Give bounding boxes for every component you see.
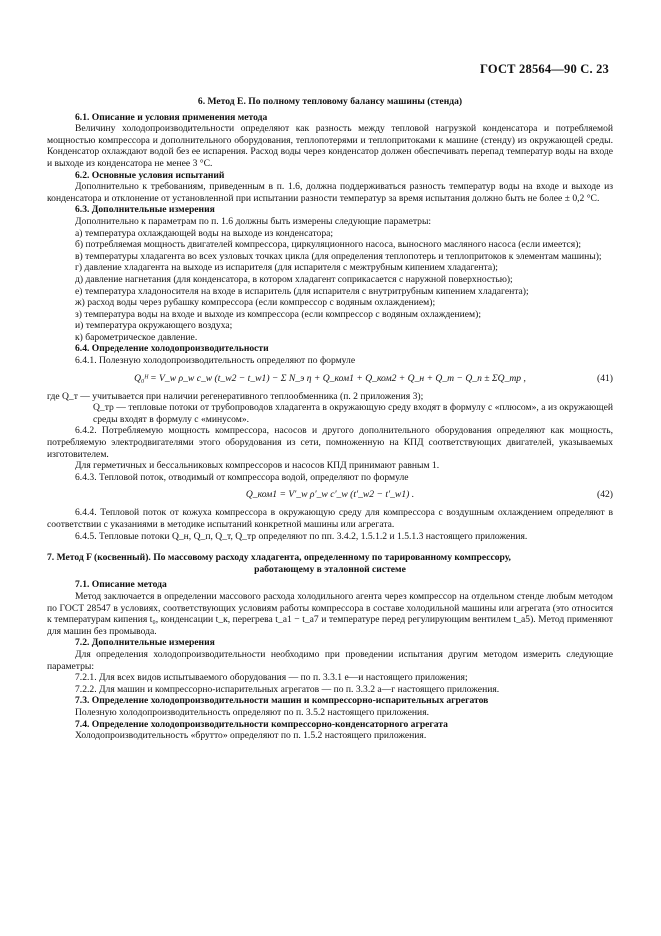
formula-42-number: (42) — [597, 489, 613, 501]
where-qt: где Q_т — учитывается при наличии регенеративного теплообменника (п. 2 приложения 3); — [47, 390, 424, 402]
list-item-e: е) температура хладоносителя на входе в испаритель (для испарителя с внутритрубным кипением хладагента); — [75, 285, 529, 297]
paragraph-6-1: Величину холодопроизводительности определяют как разность между тепловой нагрузкой конденсатора и потребляемой мощностью компрессора и дополнительного оборудования, теплопотерями и теплопритоками к машине (стенду) из окружающей среды. Конденсатор охлаждают водой без ее испарения. Расход воды через конденсатор должен обеспечивать перепад температур воды на входе и выходе из конденсатора не менее 3 °С. — [47, 123, 613, 169]
paragraph-6-3-intro: Дополнительно к параметрам по п. 1.6 должны быть измерены следующие параметры: — [75, 215, 432, 227]
subsection-7-1-title: 7.1. Описание метода — [75, 579, 167, 591]
paragraph-6-4-2b: Для герметичных и бессальниковых компрессоров и насосов КПД принимают равным 1. — [75, 460, 440, 472]
subsection-7-3-title: 7.3. Определение холодопроизводительности машин и компрессорно-испарительных агрегатов — [75, 695, 489, 707]
where-qtr: Q_тр — тепловые потоки от трубопроводов хладагента в окружающую среду входят в формулу с «плюсом», а из окружающей среды входят в формулу с «минусом». — [93, 402, 613, 425]
page-header: ГОСТ 28564—90 С. 23 — [480, 62, 609, 76]
paragraph-7-2-1: 7.2.1. Для всех видов испытываемого оборудования — по п. 3.3.1 е—и настоящего приложения; — [75, 672, 468, 684]
list-item-d: д) давление нагнетания (для конденсатора, в котором хладагент соприкасается с наружной поверхностью); — [75, 273, 513, 285]
paragraph-6-2: Дополнительно к требованиям, приведенным в п. 1.6, должна поддерживаться разность температур воды на входе и выходе из конденсатора и отклонение от установленной при испытании разности температур за время испытания должно быть не более ± 0,2 °С. — [47, 181, 613, 204]
list-item-zh: ж) расход воды через рубашку компрессора (если компрессор с водяным охлаждением); — [75, 297, 436, 309]
formula-42 — [47, 485, 613, 505]
paragraph-7-2: Для определения холодопроизводительности необходимо при проведении испытания другим методом измерить следующие параметры: — [47, 648, 613, 672]
list-item-k: к) барометрическое давление. — [75, 331, 198, 343]
paragraph-6-4-1: 6.4.1. Полезную холодопроизводительность определяют по формуле — [75, 355, 356, 367]
paragraph-6-4-3: 6.4.3. Тепловой поток, отводимый от компрессора водой, определяют по формуле — [75, 471, 409, 483]
subsection-7-2-title: 7.2. Дополнительные измерения — [75, 637, 215, 649]
section-7-title — [47, 552, 613, 575]
list-item-v: в) температуры хладагента во всех узловых точках цикла (для определения теплопотерь и теплопритоков к элементам машины); — [75, 250, 602, 262]
list-item-b: б) потребляемая мощность двигателей компрессора, циркуляционного насоса, выносного масляного насоса (если имеется); — [75, 239, 582, 251]
list-item-i: и) температура окружающего воздуха; — [75, 320, 233, 332]
list-item-z: з) температура воды на входе и выходе из компрессора (если компрессор с водяным охлаждением); — [75, 308, 481, 320]
paragraph-7-2-2: 7.2.2. Для машин и компрессорно-испарительных агрегатов — по п. 3.3.2 а—г настоящего приложения. — [75, 683, 500, 695]
list-item-a: а) температура охлаждающей воды на выходе из конденсатора; — [75, 227, 334, 239]
subsection-7-4-title: 7.4. Определение холодопроизводительности компрессорно-конденсаторного агрегата — [75, 718, 448, 730]
formula-42-expression: Q_ком1 = V′_w ρ′_w c′_w (t′_w2 − t′_w1) . — [245, 489, 415, 501]
subsection-6-1-title: 6.1. Описание и условия применения метода — [75, 111, 268, 123]
paragraph-6-4-2: 6.4.2. Потребляемую мощность компрессора, насосов и другого дополнительного оборудования определяют как мощность, потребляемую электродвигателями этого оборудования из сети, помноженную на КПД соответствующих двигателей, указываемых изготовителем. — [47, 425, 613, 460]
paragraph-6-4-5: 6.4.5. Тепловые потоки Q_н, Q_п, Q_т, Q_тр определяют по пп. 3.4.2, 1.5.1.2 и 1.5.1.3 настоящего приложения. — [75, 530, 528, 542]
formula-41 — [47, 369, 613, 389]
page-content — [47, 96, 613, 742]
section-6-title: 6. Метод Е. По полному тепловому балансу машины (стенда) — [197, 96, 463, 107]
paragraph-7-1: Метод заключается в определении массового расхода холодильного агента через компрессор на отдельном стенде любым методом по ГОСТ 28547 в условиях, соответствующих условиям работы компрессора в составе холодильной машины или агрегата (это относится к температурам кипения t₀, конденсации t_к, перегрева t_a1 − t_a7 и температуре перед регулирующим вентилем t_a5). Метод применяют для машин без промывода. — [47, 590, 613, 637]
subsection-6-3-title: 6.3. Дополнительные измерения — [75, 204, 215, 216]
paragraph-6-4-4: 6.4.4. Тепловой поток от кожуха компрессора в окружающую среду для компрессора с воздушным охлаждением определяют в соответствии с указаниями в методике испытаний конкретной машины или агрегата. — [47, 507, 613, 530]
subsection-6-2-title: 6.2. Основные условия испытаний — [75, 169, 225, 181]
formula-41-number: (41) — [597, 372, 613, 384]
list-item-g: г) давление хладагента на выходе из испарителя (для испарителя с межтрубным кипением хладагента); — [75, 262, 498, 274]
section-7-title-line2: работающему в эталонной системе — [254, 563, 406, 575]
paragraph-7-4: Холодопроизводительность «брутто» определяют по п. 1.5.2 настоящего приложения. — [75, 730, 427, 742]
formula-41-expression: Q₀ᴴ = V_w ρ_w c_w (t_w2 − t_w1) − Σ N_э η + Q_ком1 + Q_ком2 + Q_н + Q_т − Q_п ± ΣQ_тр , — [134, 372, 526, 384]
paragraph-7-3: Полезную холодопроизводительность определяют по п. 3.5.2 настоящего приложения. — [75, 706, 430, 718]
section-7-title-line1: 7. Метод F (косвенный). По массовому расходу хладагента, определенному по тарированному компрессору, — [47, 552, 511, 564]
subsection-6-4-title: 6.4. Определение холодопроизводительности — [75, 343, 269, 355]
